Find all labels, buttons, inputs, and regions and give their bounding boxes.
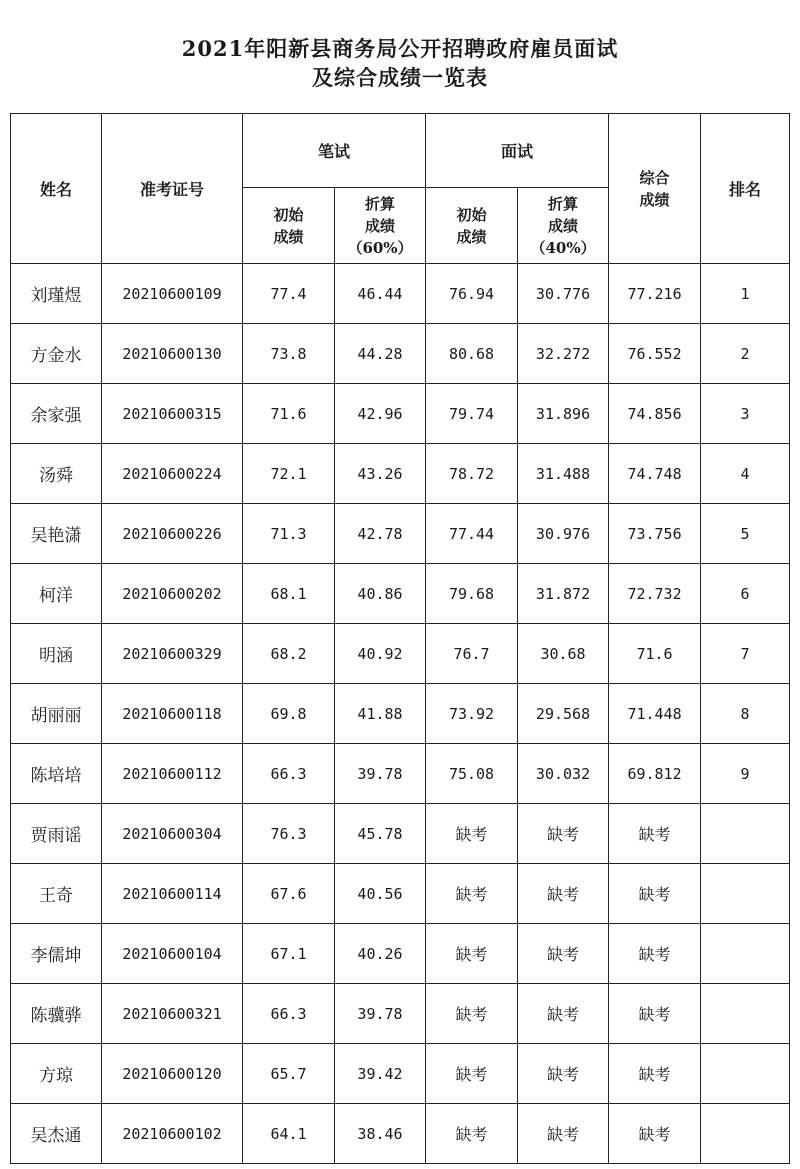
results-table <box>10 113 790 1164</box>
cell-rank: 5 <box>701 504 790 564</box>
cell-interview-initial: 76.7 <box>426 624 518 684</box>
cell-total: 77.216 <box>609 264 701 324</box>
header-interview-converted-line-1: 折算 <box>548 194 579 213</box>
cell-name: 汤舜 <box>11 444 102 504</box>
cell-written-initial: 68.2 <box>243 624 335 684</box>
cell-total: 74.748 <box>609 444 701 504</box>
cell-total: 缺考 <box>609 1044 701 1104</box>
table-row <box>11 384 790 444</box>
header-written-initial-line-2: 成绩 <box>273 227 304 246</box>
title-line-1: 2021年阳新县商务局公开招聘政府雇员面试 <box>181 36 619 61</box>
cell-written-initial: 67.6 <box>243 864 335 924</box>
header-written-converted-pct: （60%） <box>347 238 413 257</box>
cell-written-initial: 71.6 <box>243 384 335 444</box>
table-row <box>11 1104 790 1164</box>
cell-interview-converted: 30.976 <box>518 504 609 564</box>
cell-written-converted: 41.88 <box>335 684 426 744</box>
cell-ticket: 20210600315 <box>102 384 243 444</box>
cell-ticket: 20210600104 <box>102 924 243 984</box>
cell-ticket: 20210600109 <box>102 264 243 324</box>
cell-name: 李儒坤 <box>11 924 102 984</box>
cell-total: 74.856 <box>609 384 701 444</box>
cell-ticket: 20210600102 <box>102 1104 243 1164</box>
cell-interview-initial: 76.94 <box>426 264 518 324</box>
header-interview-initial-line-2: 成绩 <box>456 227 487 246</box>
cell-total: 71.6 <box>609 624 701 684</box>
cell-name: 方琼 <box>11 1044 102 1104</box>
cell-ticket: 20210600130 <box>102 324 243 384</box>
cell-written-converted: 42.78 <box>335 504 426 564</box>
cell-written-converted: 44.28 <box>335 324 426 384</box>
cell-ticket: 20210600112 <box>102 744 243 804</box>
cell-name: 吴艳潇 <box>11 504 102 564</box>
cell-interview-initial: 77.44 <box>426 504 518 564</box>
cell-ticket: 20210600120 <box>102 1044 243 1104</box>
header-name: 姓名 <box>11 114 102 264</box>
cell-name: 方金水 <box>11 324 102 384</box>
cell-interview-initial: 78.72 <box>426 444 518 504</box>
cell-interview-initial: 73.92 <box>426 684 518 744</box>
cell-total: 缺考 <box>609 864 701 924</box>
cell-ticket: 20210600114 <box>102 864 243 924</box>
header-interview-initial-line-1: 初始 <box>456 205 487 224</box>
header-total-line-2: 成绩 <box>639 190 670 209</box>
cell-rank <box>701 1104 790 1164</box>
cell-name: 柯洋 <box>11 564 102 624</box>
header-written-converted <box>335 188 426 264</box>
cell-interview-converted: 缺考 <box>518 1104 609 1164</box>
cell-total: 71.448 <box>609 684 701 744</box>
cell-name: 贾雨谣 <box>11 804 102 864</box>
cell-interview-converted: 缺考 <box>518 804 609 864</box>
cell-rank <box>701 1044 790 1104</box>
cell-rank <box>701 864 790 924</box>
cell-rank <box>701 804 790 864</box>
table-row <box>11 924 790 984</box>
cell-written-initial: 65.7 <box>243 1044 335 1104</box>
table-row <box>11 1044 790 1104</box>
cell-rank <box>701 984 790 1044</box>
cell-written-converted: 42.96 <box>335 384 426 444</box>
cell-rank: 1 <box>701 264 790 324</box>
cell-total: 76.552 <box>609 324 701 384</box>
cell-interview-converted: 31.896 <box>518 384 609 444</box>
cell-interview-converted: 30.776 <box>518 264 609 324</box>
cell-ticket: 20210600329 <box>102 624 243 684</box>
cell-rank: 2 <box>701 324 790 384</box>
cell-written-initial: 66.3 <box>243 744 335 804</box>
cell-interview-initial: 75.08 <box>426 744 518 804</box>
cell-total: 72.732 <box>609 564 701 624</box>
page-title <box>0 34 800 92</box>
table-row <box>11 564 790 624</box>
cell-written-converted: 40.26 <box>335 924 426 984</box>
table-row <box>11 324 790 384</box>
header-interview-converted <box>518 188 609 264</box>
cell-interview-converted: 缺考 <box>518 864 609 924</box>
cell-name: 陈骥骅 <box>11 984 102 1044</box>
cell-written-initial: 66.3 <box>243 984 335 1044</box>
cell-interview-converted: 缺考 <box>518 1044 609 1104</box>
cell-interview-converted: 29.568 <box>518 684 609 744</box>
cell-written-converted: 38.46 <box>335 1104 426 1164</box>
cell-ticket: 20210600118 <box>102 684 243 744</box>
cell-rank: 3 <box>701 384 790 444</box>
cell-interview-converted: 31.872 <box>518 564 609 624</box>
cell-written-initial: 68.1 <box>243 564 335 624</box>
cell-interview-initial: 79.68 <box>426 564 518 624</box>
cell-rank: 7 <box>701 624 790 684</box>
cell-total: 缺考 <box>609 984 701 1044</box>
cell-ticket: 20210600226 <box>102 504 243 564</box>
cell-interview-initial: 缺考 <box>426 1044 518 1104</box>
cell-name: 刘瑾煜 <box>11 264 102 324</box>
cell-name: 余家强 <box>11 384 102 444</box>
table-row <box>11 864 790 924</box>
cell-rank: 8 <box>701 684 790 744</box>
cell-interview-initial: 缺考 <box>426 984 518 1044</box>
cell-written-initial: 64.1 <box>243 1104 335 1164</box>
cell-rank: 4 <box>701 444 790 504</box>
header-interview-converted-pct: （40%） <box>530 238 596 257</box>
cell-interview-converted: 缺考 <box>518 924 609 984</box>
cell-written-initial: 76.3 <box>243 804 335 864</box>
table-row <box>11 684 790 744</box>
cell-interview-initial: 缺考 <box>426 1104 518 1164</box>
cell-interview-converted: 32.272 <box>518 324 609 384</box>
cell-interview-converted: 缺考 <box>518 984 609 1044</box>
cell-written-converted: 40.86 <box>335 564 426 624</box>
header-written-initial-line-1: 初始 <box>273 205 304 224</box>
header-written: 笔试 <box>243 114 426 188</box>
cell-interview-converted: 30.68 <box>518 624 609 684</box>
table-row <box>11 744 790 804</box>
table-row <box>11 444 790 504</box>
cell-ticket: 20210600304 <box>102 804 243 864</box>
cell-written-converted: 39.78 <box>335 744 426 804</box>
cell-rank <box>701 924 790 984</box>
header-ticket: 准考证号 <box>102 114 243 264</box>
cell-written-initial: 69.8 <box>243 684 335 744</box>
title-line-2: 及综合成绩一览表 <box>312 65 488 90</box>
cell-written-converted: 46.44 <box>335 264 426 324</box>
header-interview-converted-line-2: 成绩 <box>548 216 579 235</box>
table-row <box>11 624 790 684</box>
cell-interview-converted: 30.032 <box>518 744 609 804</box>
cell-ticket: 20210600321 <box>102 984 243 1044</box>
cell-interview-initial: 79.74 <box>426 384 518 444</box>
cell-interview-initial: 缺考 <box>426 924 518 984</box>
table-row <box>11 984 790 1044</box>
table-row <box>11 264 790 324</box>
cell-name: 吴杰通 <box>11 1104 102 1164</box>
header-interview: 面试 <box>426 114 609 188</box>
cell-name: 明涵 <box>11 624 102 684</box>
cell-written-initial: 67.1 <box>243 924 335 984</box>
cell-ticket: 20210600224 <box>102 444 243 504</box>
cell-interview-initial: 80.68 <box>426 324 518 384</box>
cell-written-converted: 43.26 <box>335 444 426 504</box>
cell-written-initial: 71.3 <box>243 504 335 564</box>
cell-interview-initial: 缺考 <box>426 804 518 864</box>
header-total-line-1: 综合 <box>639 168 670 187</box>
cell-rank: 9 <box>701 744 790 804</box>
cell-name: 王奇 <box>11 864 102 924</box>
cell-written-converted: 45.78 <box>335 804 426 864</box>
table-body <box>11 264 790 1164</box>
header-total <box>609 114 701 264</box>
cell-written-initial: 72.1 <box>243 444 335 504</box>
header-written-converted-line-2: 成绩 <box>365 216 396 235</box>
header-rank: 排名 <box>701 114 790 264</box>
cell-written-converted: 40.56 <box>335 864 426 924</box>
cell-written-converted: 39.42 <box>335 1044 426 1104</box>
cell-ticket: 20210600202 <box>102 564 243 624</box>
cell-total: 缺考 <box>609 1104 701 1164</box>
cell-interview-converted: 31.488 <box>518 444 609 504</box>
header-written-initial <box>243 188 335 264</box>
cell-name: 胡丽丽 <box>11 684 102 744</box>
cell-total: 73.756 <box>609 504 701 564</box>
table-row <box>11 504 790 564</box>
header-interview-initial <box>426 188 518 264</box>
cell-rank: 6 <box>701 564 790 624</box>
cell-interview-initial: 缺考 <box>426 864 518 924</box>
cell-total: 缺考 <box>609 804 701 864</box>
cell-written-converted: 39.78 <box>335 984 426 1044</box>
cell-written-converted: 40.92 <box>335 624 426 684</box>
cell-name: 陈培培 <box>11 744 102 804</box>
cell-total: 69.812 <box>609 744 701 804</box>
cell-total: 缺考 <box>609 924 701 984</box>
cell-written-initial: 77.4 <box>243 264 335 324</box>
table-row <box>11 804 790 864</box>
header-written-converted-line-1: 折算 <box>365 194 396 213</box>
cell-written-initial: 73.8 <box>243 324 335 384</box>
